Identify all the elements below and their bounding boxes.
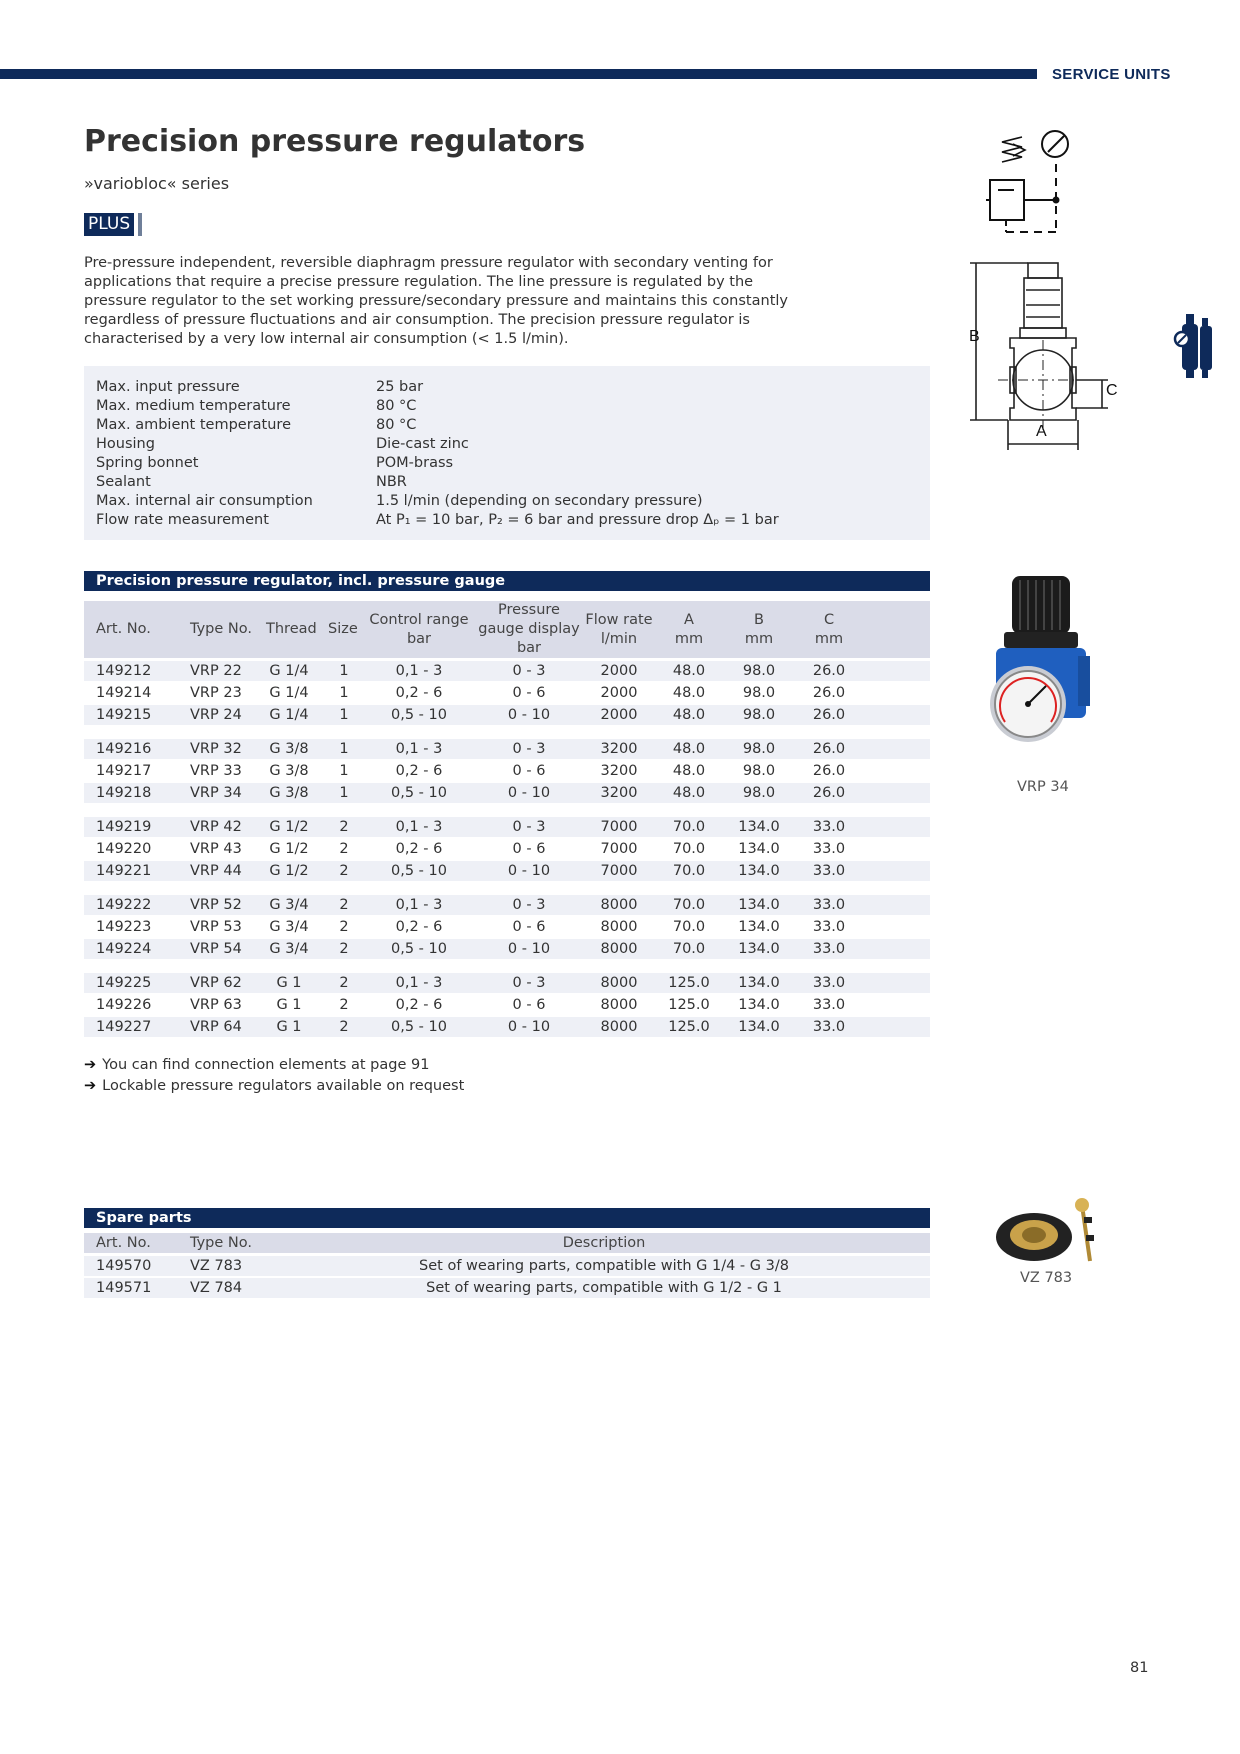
right-arrow-icon: ➔ bbox=[84, 1078, 97, 1094]
cell-size: 1 bbox=[339, 763, 349, 779]
table-row bbox=[84, 783, 930, 803]
table-row bbox=[84, 739, 930, 759]
cell-c: 33.0 bbox=[812, 841, 846, 857]
sp-cell-type: VZ 783 bbox=[190, 1258, 243, 1274]
cell-art: 149214 bbox=[96, 685, 152, 701]
cell-art: 149215 bbox=[96, 707, 152, 723]
spec-value: 80 °C bbox=[376, 417, 417, 433]
cell-size: 1 bbox=[339, 685, 349, 701]
cell-type: VRP 63 bbox=[190, 997, 242, 1013]
spare-parts-header bbox=[84, 1233, 930, 1253]
cell-b: 98.0 bbox=[742, 741, 776, 757]
cell-flow: 8000 bbox=[600, 1019, 638, 1035]
cell-gauge: 0 - 6 bbox=[512, 919, 546, 935]
cell-b: 134.0 bbox=[738, 897, 780, 913]
cell-size: 2 bbox=[339, 1019, 349, 1035]
table-row bbox=[84, 661, 930, 681]
cell-c: 33.0 bbox=[812, 819, 846, 835]
cell-gauge: 0 - 3 bbox=[512, 975, 546, 991]
cell-thread: G 1/2 bbox=[269, 841, 309, 857]
cell-control: 0,2 - 6 bbox=[395, 997, 443, 1013]
cell-b: 98.0 bbox=[742, 785, 776, 801]
cell-a: 48.0 bbox=[672, 785, 706, 801]
table-row bbox=[84, 861, 930, 881]
cell-flow: 3200 bbox=[600, 763, 638, 779]
intro-text: Pre-pressure independent, reversible diaphragm pressure regulator with secondary venting for applications that require a precise pressure regulation. The line pressure is regulated by the pressure regulator to the set working pressure/secondary pressure and maintains this constantly regardless of pressure fluctuations and air consumption. The precision pressure regulator is characterised by a very low internal air consumption (< 1.5 l/min). bbox=[84, 255, 788, 347]
cell-gauge: 0 - 3 bbox=[512, 663, 546, 679]
cell-c: 26.0 bbox=[812, 785, 846, 801]
cell-gauge: 0 - 3 bbox=[512, 819, 546, 835]
table-row bbox=[84, 939, 930, 959]
cell-c: 26.0 bbox=[812, 685, 846, 701]
cell-flow: 8000 bbox=[600, 975, 638, 991]
spec-value: Die-cast zinc bbox=[376, 436, 469, 452]
spare-parts-caption: VZ 783 bbox=[1020, 1270, 1073, 1286]
cell-type: VRP 34 bbox=[190, 785, 242, 801]
cell-thread: G 1/4 bbox=[269, 685, 309, 701]
note-item bbox=[84, 1055, 429, 1075]
spec-label: Flow rate measurement bbox=[96, 512, 269, 528]
cell-gauge: 0 - 6 bbox=[512, 685, 546, 701]
spec-label: Housing bbox=[96, 436, 155, 452]
spec-label: Max. ambient temperature bbox=[96, 417, 291, 433]
cell-art: 149218 bbox=[96, 785, 152, 801]
cell-art: 149227 bbox=[96, 1019, 152, 1035]
cell-c: 26.0 bbox=[812, 663, 846, 679]
cell-control: 0,2 - 6 bbox=[395, 919, 443, 935]
dimension-drawing-icon bbox=[968, 255, 1128, 455]
cell-flow: 3200 bbox=[600, 785, 638, 801]
sp-cell-desc: Set of wearing parts, compatible with G 1/4 - G 3/8 bbox=[419, 1258, 789, 1274]
cell-size: 2 bbox=[339, 997, 349, 1013]
note-text: You can find connection elements at page 91 bbox=[102, 1057, 430, 1073]
table-row bbox=[84, 817, 930, 837]
plus-badge-label: PLUS bbox=[84, 213, 134, 236]
cell-type: VRP 33 bbox=[190, 763, 242, 779]
spec-value: 80 °C bbox=[376, 398, 417, 414]
cell-gauge: 0 - 6 bbox=[512, 997, 546, 1013]
right-arrow-icon: ➔ bbox=[84, 1057, 97, 1073]
cell-flow: 7000 bbox=[600, 819, 638, 835]
cell-control: 0,5 - 10 bbox=[391, 863, 447, 879]
plus-badge-bar bbox=[138, 213, 142, 236]
spare-parts-title bbox=[84, 1208, 930, 1228]
sp-header-desc: Description bbox=[562, 1235, 646, 1251]
cell-art: 149221 bbox=[96, 863, 152, 879]
section-label: SERVICE UNITS bbox=[1052, 66, 1171, 83]
header-bar bbox=[0, 69, 1037, 79]
cell-b: 134.0 bbox=[738, 975, 780, 991]
cell-size: 2 bbox=[339, 819, 349, 835]
spare-parts-image bbox=[990, 1195, 1110, 1270]
cell-c: 26.0 bbox=[812, 741, 846, 757]
cell-c: 33.0 bbox=[812, 863, 846, 879]
sp-header-type: Type No. bbox=[190, 1235, 252, 1251]
cell-a: 70.0 bbox=[672, 819, 706, 835]
cell-size: 2 bbox=[339, 897, 349, 913]
cell-thread: G 1 bbox=[276, 997, 302, 1013]
table-row bbox=[84, 705, 930, 725]
cell-art: 149222 bbox=[96, 897, 152, 913]
cell-a: 70.0 bbox=[672, 941, 706, 957]
cell-gauge: 0 - 6 bbox=[512, 763, 546, 779]
cell-art: 149212 bbox=[96, 663, 152, 679]
cell-control: 0,1 - 3 bbox=[395, 819, 443, 835]
sp-cell-desc: Set of wearing parts, compatible with G 1/2 - G 1 bbox=[426, 1280, 782, 1296]
cell-b: 134.0 bbox=[738, 841, 780, 857]
cell-b: 98.0 bbox=[742, 763, 776, 779]
cell-b: 134.0 bbox=[738, 997, 780, 1013]
cell-a: 48.0 bbox=[672, 663, 706, 679]
col-header-c: C mm bbox=[814, 612, 844, 647]
table-row bbox=[84, 1278, 930, 1298]
cell-b: 134.0 bbox=[738, 1019, 780, 1035]
cell-control: 0,2 - 6 bbox=[395, 763, 443, 779]
cell-flow: 8000 bbox=[600, 941, 638, 957]
cell-b: 134.0 bbox=[738, 941, 780, 957]
table-row bbox=[84, 1017, 930, 1037]
cell-size: 1 bbox=[339, 741, 349, 757]
cell-thread: G 1 bbox=[276, 975, 302, 991]
spec-value: 25 bar bbox=[376, 379, 424, 395]
cell-type: VRP 42 bbox=[190, 819, 242, 835]
cell-c: 26.0 bbox=[812, 707, 846, 723]
cell-type: VRP 24 bbox=[190, 707, 242, 723]
cell-control: 0,1 - 3 bbox=[395, 975, 443, 991]
dimension-label-b: B bbox=[969, 328, 980, 345]
cell-control: 0,5 - 10 bbox=[391, 1019, 447, 1035]
cell-size: 2 bbox=[339, 841, 349, 857]
service-unit-tab-icon bbox=[1172, 310, 1220, 380]
cell-control: 0,2 - 6 bbox=[395, 841, 443, 857]
cell-gauge: 0 - 6 bbox=[512, 841, 546, 857]
spec-label: Max. input pressure bbox=[96, 379, 240, 395]
col-header-size: Size bbox=[328, 621, 358, 637]
cell-flow: 2000 bbox=[600, 685, 638, 701]
sp-cell-art: 149571 bbox=[96, 1280, 152, 1296]
cell-c: 33.0 bbox=[812, 941, 846, 957]
note-item bbox=[84, 1076, 464, 1096]
cell-type: VRP 53 bbox=[190, 919, 242, 935]
cell-type: VRP 44 bbox=[190, 863, 242, 879]
page-subtitle: »variobloc« series bbox=[84, 174, 230, 193]
spec-value: NBR bbox=[376, 474, 407, 490]
col-header-b: B mm bbox=[744, 612, 774, 647]
cell-type: VRP 54 bbox=[190, 941, 242, 957]
cell-b: 134.0 bbox=[738, 919, 780, 935]
dimension-label-c: C bbox=[1106, 382, 1118, 399]
cell-gauge: 0 - 10 bbox=[507, 785, 551, 801]
cell-flow: 2000 bbox=[600, 663, 638, 679]
cell-c: 33.0 bbox=[812, 1019, 846, 1035]
cell-size: 1 bbox=[339, 663, 349, 679]
table-row bbox=[84, 895, 930, 915]
cell-control: 0,1 - 3 bbox=[395, 663, 443, 679]
cell-a: 48.0 bbox=[672, 685, 706, 701]
cell-gauge: 0 - 10 bbox=[507, 1019, 551, 1035]
table-row bbox=[84, 839, 930, 859]
cell-b: 98.0 bbox=[742, 685, 776, 701]
col-header-a: A mm bbox=[674, 612, 704, 647]
cell-thread: G 3/4 bbox=[269, 897, 309, 913]
spec-label: Sealant bbox=[96, 474, 151, 490]
cell-control: 0,2 - 6 bbox=[395, 685, 443, 701]
cell-gauge: 0 - 3 bbox=[512, 897, 546, 913]
cell-control: 0,5 - 10 bbox=[391, 707, 447, 723]
cell-b: 98.0 bbox=[742, 707, 776, 723]
cell-size: 2 bbox=[339, 975, 349, 991]
cell-gauge: 0 - 3 bbox=[512, 741, 546, 757]
cell-flow: 7000 bbox=[600, 841, 638, 857]
pressure-regulator-symbol-icon bbox=[980, 128, 1080, 238]
cell-thread: G 1/4 bbox=[269, 707, 309, 723]
cell-c: 26.0 bbox=[812, 763, 846, 779]
cell-gauge: 0 - 10 bbox=[507, 707, 551, 723]
cell-type: VRP 52 bbox=[190, 897, 242, 913]
cell-type: VRP 64 bbox=[190, 1019, 242, 1035]
sp-cell-type: VZ 784 bbox=[190, 1280, 243, 1296]
cell-gauge: 0 - 10 bbox=[507, 941, 551, 957]
spec-block bbox=[84, 366, 930, 540]
spec-label: Max. internal air consumption bbox=[96, 493, 313, 509]
cell-art: 149224 bbox=[96, 941, 152, 957]
main-table-title-text: Precision pressure regulator, incl. pressure gauge bbox=[96, 573, 506, 589]
cell-size: 1 bbox=[339, 785, 349, 801]
cell-type: VRP 32 bbox=[190, 741, 242, 757]
cell-flow: 8000 bbox=[600, 897, 638, 913]
product-caption: VRP 34 bbox=[1017, 779, 1069, 795]
col-header-art: Art. No. bbox=[96, 621, 151, 637]
cell-b: 134.0 bbox=[738, 863, 780, 879]
cell-gauge: 0 - 10 bbox=[507, 863, 551, 879]
col-header-flow: Flow rate l/min bbox=[585, 612, 653, 647]
cell-control: 0,1 - 3 bbox=[395, 741, 443, 757]
cell-a: 125.0 bbox=[668, 1019, 710, 1035]
cell-a: 48.0 bbox=[672, 741, 706, 757]
cell-flow: 2000 bbox=[600, 707, 638, 723]
table-row bbox=[84, 683, 930, 703]
col-header-control: Control range bar bbox=[369, 612, 469, 647]
cell-type: VRP 23 bbox=[190, 685, 242, 701]
cell-thread: G 1/4 bbox=[269, 663, 309, 679]
cell-control: 0,1 - 3 bbox=[395, 897, 443, 913]
cell-art: 149219 bbox=[96, 819, 152, 835]
dimension-label-a: A bbox=[1036, 423, 1047, 440]
table-row bbox=[84, 761, 930, 781]
cell-thread: G 1/2 bbox=[269, 819, 309, 835]
spec-value: POM-brass bbox=[376, 455, 454, 471]
cell-c: 33.0 bbox=[812, 919, 846, 935]
cell-flow: 7000 bbox=[600, 863, 638, 879]
cell-a: 125.0 bbox=[668, 975, 710, 991]
cell-a: 125.0 bbox=[668, 997, 710, 1013]
cell-art: 149225 bbox=[96, 975, 152, 991]
cell-a: 48.0 bbox=[672, 763, 706, 779]
cell-size: 1 bbox=[339, 707, 349, 723]
cell-c: 33.0 bbox=[812, 975, 846, 991]
cell-size: 2 bbox=[339, 863, 349, 879]
col-header-type: Type No. bbox=[190, 621, 252, 637]
table-row bbox=[84, 1256, 930, 1276]
cell-flow: 3200 bbox=[600, 741, 638, 757]
spec-value: At P₁ = 10 bar, P₂ = 6 bar and pressure drop Δₚ = 1 bar bbox=[376, 512, 779, 528]
spec-value: 1.5 l/min (depending on secondary pressure) bbox=[376, 493, 703, 509]
spare-parts-title-text: Spare parts bbox=[96, 1210, 192, 1226]
cell-flow: 8000 bbox=[600, 919, 638, 935]
cell-control: 0,5 - 10 bbox=[391, 785, 447, 801]
main-table-header bbox=[84, 601, 930, 658]
cell-a: 70.0 bbox=[672, 919, 706, 935]
plus-badge bbox=[84, 213, 142, 236]
cell-thread: G 3/8 bbox=[269, 763, 309, 779]
spec-label: Spring bonnet bbox=[96, 455, 199, 471]
cell-a: 70.0 bbox=[672, 897, 706, 913]
cell-art: 149223 bbox=[96, 919, 152, 935]
page-title: Precision pressure regulators bbox=[84, 124, 586, 159]
table-row bbox=[84, 973, 930, 993]
col-header-gauge: Pressure gauge display bar bbox=[478, 602, 580, 656]
main-table-title bbox=[84, 571, 930, 591]
cell-c: 33.0 bbox=[812, 997, 846, 1013]
table-row bbox=[84, 995, 930, 1015]
cell-art: 149226 bbox=[96, 997, 152, 1013]
cell-a: 70.0 bbox=[672, 841, 706, 857]
cell-art: 149220 bbox=[96, 841, 152, 857]
cell-art: 149216 bbox=[96, 741, 152, 757]
cell-type: VRP 43 bbox=[190, 841, 242, 857]
cell-a: 70.0 bbox=[672, 863, 706, 879]
cell-b: 134.0 bbox=[738, 819, 780, 835]
table-row bbox=[84, 917, 930, 937]
sp-header-art: Art. No. bbox=[96, 1235, 151, 1251]
cell-type: VRP 62 bbox=[190, 975, 242, 991]
cell-c: 33.0 bbox=[812, 897, 846, 913]
pressure-regulator-product-image bbox=[980, 572, 1100, 772]
cell-a: 48.0 bbox=[672, 707, 706, 723]
cell-thread: G 1 bbox=[276, 1019, 302, 1035]
page-number: 81 bbox=[1130, 1660, 1149, 1676]
cell-flow: 8000 bbox=[600, 997, 638, 1013]
cell-thread: G 3/8 bbox=[269, 785, 309, 801]
cell-thread: G 3/4 bbox=[269, 919, 309, 935]
cell-size: 2 bbox=[339, 919, 349, 935]
cell-thread: G 3/4 bbox=[269, 941, 309, 957]
sp-cell-art: 149570 bbox=[96, 1258, 152, 1274]
spec-label: Max. medium temperature bbox=[96, 398, 291, 414]
note-text: Lockable pressure regulators available on request bbox=[102, 1078, 465, 1094]
cell-thread: G 3/8 bbox=[269, 741, 309, 757]
cell-type: VRP 22 bbox=[190, 663, 242, 679]
col-header-thread: Thread bbox=[266, 621, 317, 637]
cell-thread: G 1/2 bbox=[269, 863, 309, 879]
cell-size: 2 bbox=[339, 941, 349, 957]
cell-art: 149217 bbox=[96, 763, 152, 779]
cell-control: 0,5 - 10 bbox=[391, 941, 447, 957]
cell-b: 98.0 bbox=[742, 663, 776, 679]
